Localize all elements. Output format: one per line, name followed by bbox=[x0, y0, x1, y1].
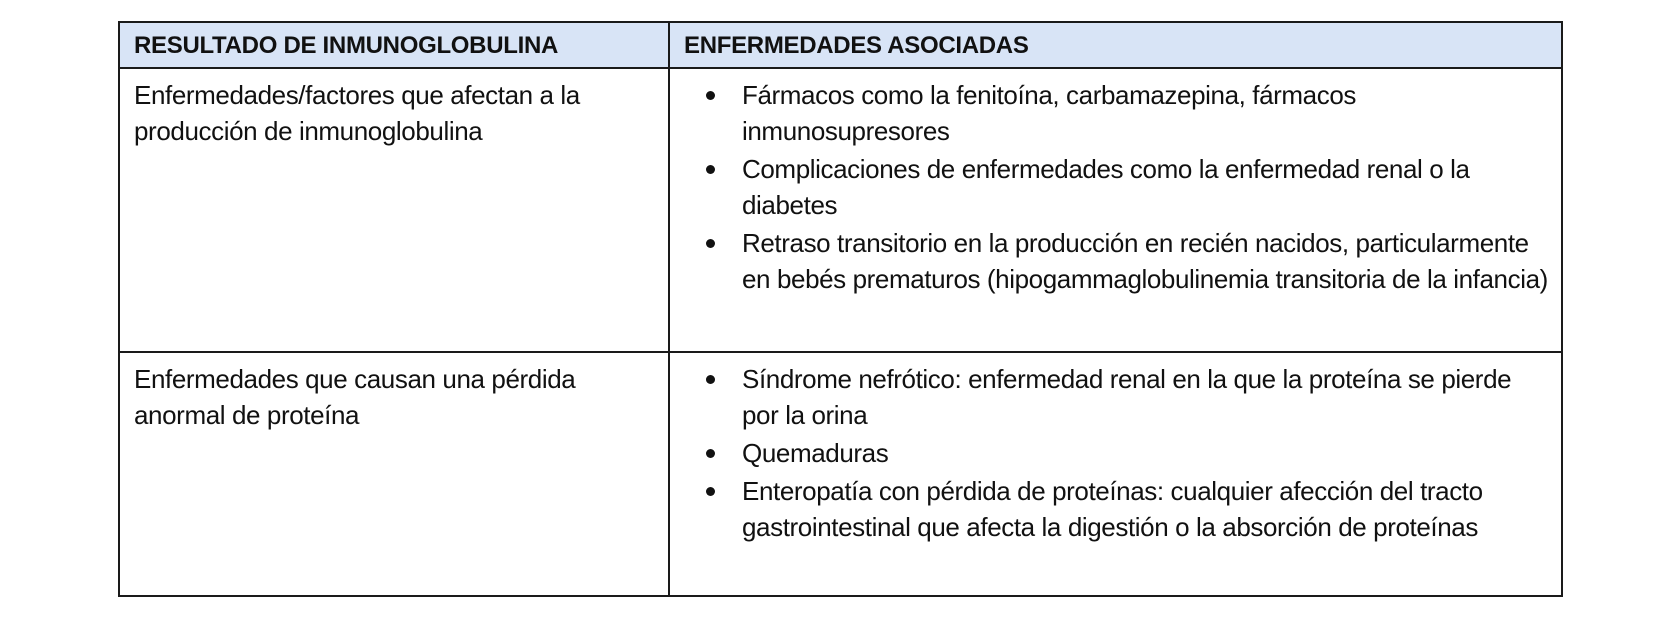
factor-cell: Enfermedades/factores que afectan a la producción de inmunoglobulina bbox=[119, 68, 669, 352]
list-item-text: Síndrome nefrótico: enfermedad renal en la que la proteína se pierde por la orina bbox=[742, 364, 1512, 430]
list-item bbox=[684, 473, 1549, 545]
disease-list bbox=[684, 77, 1549, 297]
list-item-text: Retraso transitorio en la producción en recién nacidos, particularmente en bebés prematuros (hipogammaglobulinemia transitoria de la infancia) bbox=[742, 228, 1548, 294]
list-item bbox=[684, 361, 1549, 433]
bullet-icon bbox=[706, 449, 715, 458]
list-item bbox=[684, 435, 1549, 471]
disease-list bbox=[684, 361, 1549, 545]
list-item-text: Quemaduras bbox=[742, 438, 889, 468]
header-result: RESULTADO DE INMUNOGLOBULINA bbox=[119, 22, 669, 68]
list-item-text: Enteropatía con pérdida de proteínas: cualquier afección del tracto gastrointestinal que afecta la digestión o la absorción de proteínas bbox=[742, 476, 1483, 542]
diseases-cell bbox=[669, 352, 1562, 596]
diseases-cell bbox=[669, 68, 1562, 352]
list-item bbox=[684, 225, 1549, 297]
table-row bbox=[119, 68, 1562, 352]
bullet-icon bbox=[706, 239, 715, 248]
bullet-icon bbox=[706, 165, 715, 174]
list-item bbox=[684, 151, 1549, 223]
header-diseases: ENFERMEDADES ASOCIADAS bbox=[669, 22, 1562, 68]
table-body bbox=[119, 68, 1562, 596]
bullet-icon bbox=[706, 91, 715, 100]
factor-cell: Enfermedades que causan una pérdida anormal de proteína bbox=[119, 352, 669, 596]
list-item-text: Fármacos como la fenitoína, carbamazepina, fármacos inmunosupresores bbox=[742, 80, 1356, 146]
immunoglobulin-table bbox=[118, 21, 1563, 597]
bullet-icon bbox=[706, 375, 715, 384]
list-item-text: Complicaciones de enfermedades como la enfermedad renal o la diabetes bbox=[742, 154, 1470, 220]
bullet-icon bbox=[706, 487, 715, 496]
table-row bbox=[119, 352, 1562, 596]
table-header bbox=[119, 22, 1562, 68]
list-item bbox=[684, 77, 1549, 149]
header-row bbox=[119, 22, 1562, 68]
